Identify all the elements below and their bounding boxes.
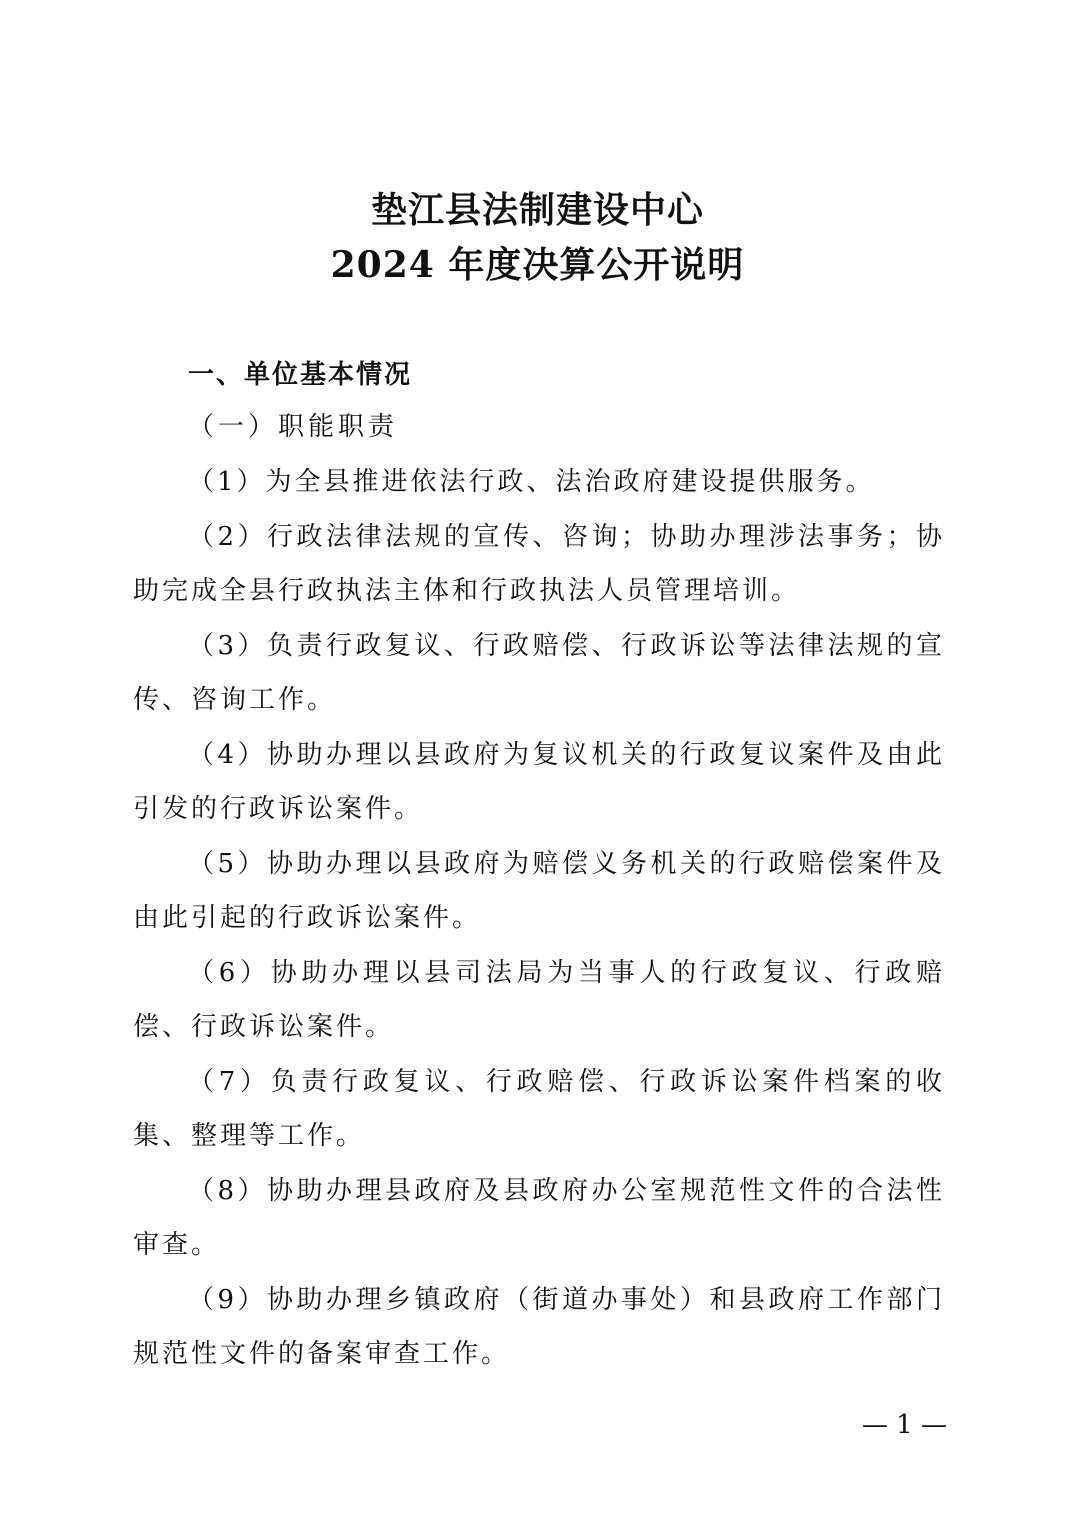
duty-item-8: （8）协助办理县政府及县政府办公室规范性文件的合法性审查。: [133, 1175, 945, 1260]
duty-item-9: （9）协助办理乡镇政府（街道办事处）和县政府工作部门规范性文件的备案审查工作。: [133, 1284, 945, 1369]
document-title-line2: 2024 年度决算公开说明: [330, 244, 745, 286]
subsection-heading: （一）职能职责: [188, 412, 399, 442]
duty-item-7: （7）负责行政复议、行政赔偿、行政诉讼案件档案的收集、整理等工作。: [133, 1066, 945, 1151]
section-heading: 一、单位基本情况: [188, 360, 413, 390]
duty-item-4: （4）协助办理以县政府为复议机关的行政复议案件及由此引发的行政诉讼案件。: [133, 739, 945, 824]
page-number: — 1 —: [861, 1410, 947, 1440]
duty-item-2: （2）行政法律法规的宣传、咨询；协助办理涉法事务；协助完成全县行政执法主体和行政执法人员管理培训。: [133, 521, 945, 606]
duties-list: [133, 455, 945, 1382]
duty-item-3: （3）负责行政复议、行政赔偿、行政诉讼等法律法规的宣传、咨询工作。: [133, 630, 945, 715]
document-title-line1: 垫江县法制建设中心: [370, 189, 704, 231]
duty-item-6: （6）协助办理以县司法局为当事人的行政复议、行政赔偿、行政诉讼案件。: [133, 957, 945, 1042]
duty-item-5: （5）协助办理以县政府为赔偿义务机关的行政赔偿案件及由此引起的行政诉讼案件。: [133, 848, 945, 933]
duty-item-1: （1）为全县推进依法行政、法治政府建设提供服务。: [188, 467, 875, 497]
